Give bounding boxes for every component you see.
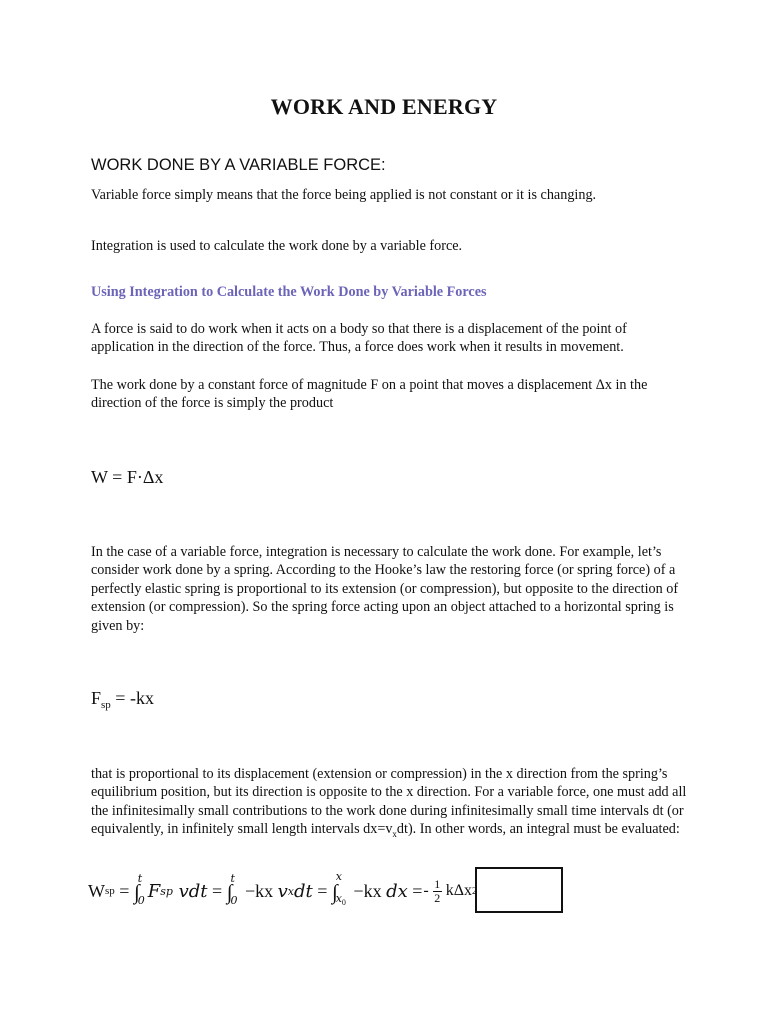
integral-sign-1: ∫ [133,879,140,904]
integral-lower-3 [336,893,346,909]
paragraph-force-work: A force is said to do work when it acts on a body so that there is a displacement of the point of application in the direction of the force. Thus, a force does work when it results in movement. [91,321,627,356]
paragraph-integral-subscript: x [392,829,397,840]
work-subscript: sp [105,885,115,897]
section-heading: WORK DONE BY A VARIABLE FORCE: [91,156,386,174]
spring-force-symbol: F [91,688,102,708]
equation-work: W = F·Δx [91,467,164,487]
integral-upper-1: t [137,872,143,885]
paragraph-integration: Integration is used to calculate the work done by a variable force. [91,238,463,254]
paragraph-integral-text-a: that is proportional to its displacement (extension or compression) in the x direction from the spring’s equilibrium position, but its direction is opposite to the x direction. For a variable force, one must add all the infinitesimally small contributions to the work done during infinitesimally small time intervals dt (or equivalently, in infinitely small length intervals dx=v [91,766,687,838]
term-velocity-subscript: x [287,884,295,898]
paragraph-variable-force: Variable force simply means that the force being applied is not constant or it is changing. [91,187,597,203]
paragraph-integral-text-b: dt). In other words, an integral must be evaluated: [396,821,680,838]
result-minus: - [423,882,429,899]
integral-sign-3: ∫ [331,879,338,904]
integral-upper-2: t [230,872,235,885]
work-symbol: W [88,880,105,901]
result-expression: kΔx [445,882,473,899]
term-force: F [147,880,161,902]
integral-upper-3: x [335,869,342,883]
integral-sign-2: ∫ [226,879,233,904]
term-dt: dt [294,880,313,902]
term-kx-2: −kx [348,880,387,901]
paragraph-variable-force-spring: In the case of a variable force, integration is necessary to calculate the work done. For example, let’s consider work done by a spring. According to the Hooke’s law the restoring force (or spring force) of a perfectly elastic spring is proportional to its extension (or compression), but opposite to the direction of extension (or compression). So the spring force acting upon an object attached to a horizontal spring is given by: [91,544,679,634]
equals-2: = [207,880,227,901]
term-kx-1: −kx [240,880,278,901]
term-force-subscript: sp [160,884,173,898]
equals-4: = [407,880,423,901]
paragraph-integral-intro [91,765,687,843]
fraction-denominator: 2 [434,890,441,905]
result-exponent: 2 [472,885,478,897]
equals-1: = [114,880,134,901]
spring-force-subscript: sp [101,699,111,711]
subheading-using-integration: Using Integration to Calculate the Work Done by Variable Forces [91,284,487,300]
integral-lower-3-sub: 0 [341,898,346,908]
equals-3: = [312,880,332,901]
paragraph-constant-force: The work done by a constant force of magnitude F on a point that moves a displacement Δx in the direction of the force is simply the product [91,377,648,412]
fraction-numerator: 1 [434,876,441,891]
term-dx: dx [386,880,408,902]
document-title: WORK AND ENERGY [270,94,498,119]
result-fraction [433,878,442,905]
equation-spring-force [91,688,154,711]
spring-force-rhs: = -kx [110,688,154,708]
integral-limits-3 [335,869,346,908]
integral-lower-1: 0 [137,894,145,907]
term-velocity: v [277,880,288,902]
integral-lower-2: 0 [230,894,238,907]
integral-lower-3-var: x [335,891,342,905]
result-box [475,867,563,913]
term-force-rest: vdt [172,880,208,902]
